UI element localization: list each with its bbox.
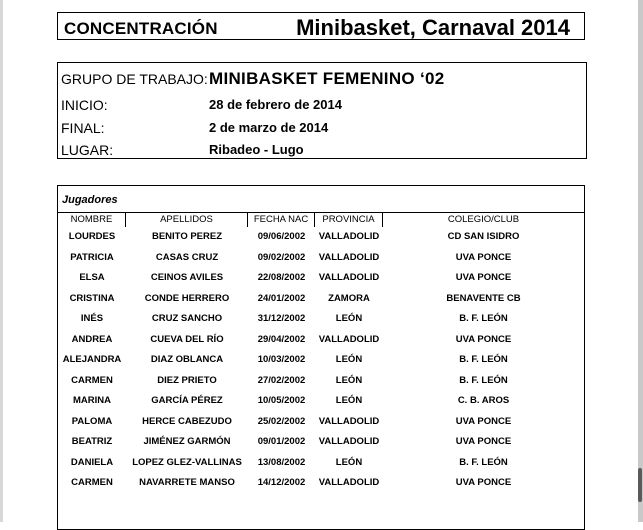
cell-provincia: VALLADOLID <box>318 415 380 427</box>
cell-nombre: PALOMA <box>71 415 113 427</box>
cell-fecha: 24/01/2002 <box>257 292 306 304</box>
info-row-final <box>61 120 581 142</box>
cell-nombre: CRISTINA <box>69 292 115 304</box>
cell-fecha: 27/02/2002 <box>257 374 306 386</box>
cell-provincia: VALLADOLID <box>318 436 380 447</box>
cell-nombre: MARINA <box>73 395 111 406</box>
cell-nombre: ELSA <box>79 272 105 283</box>
cell-colegio: CD SAN ISIDRO <box>447 231 520 242</box>
page-left-edge <box>0 0 3 522</box>
table-row <box>58 412 584 432</box>
table-header <box>58 213 584 227</box>
info-box <box>57 62 587 159</box>
cell-provincia: LEÓN <box>335 374 363 386</box>
table-row <box>58 473 584 493</box>
cell-nombre: ANDREA <box>71 333 113 345</box>
table-row <box>58 432 584 452</box>
cell-apellidos: CONDE HERRERO <box>144 292 230 304</box>
cell-apellidos: CEINOS AVILES <box>150 272 224 283</box>
final-label: FINAL: <box>61 120 105 136</box>
cell-fecha: 29/04/2002 <box>257 333 306 345</box>
cell-colegio: UVA PONCE <box>455 333 512 345</box>
cell-apellidos: NAVARRETE MANSO <box>139 477 235 488</box>
cell-apellidos: DIAZ OBLANCA <box>150 354 224 365</box>
cell-nombre: CARMEN <box>71 477 113 488</box>
cell-fecha: 10/05/2002 <box>257 395 306 406</box>
cell-nombre: ALEJANDRA <box>62 354 122 365</box>
header-box <box>57 12 585 40</box>
cell-nombre: PATRICIA <box>70 251 114 263</box>
info-row-inicio <box>61 97 581 119</box>
table-row <box>58 391 584 411</box>
cell-provincia: VALLADOLID <box>318 231 380 242</box>
cell-nombre: LOURDES <box>68 231 116 242</box>
info-row-lugar <box>61 142 581 164</box>
table-row <box>58 227 584 247</box>
players-title: Jugadores <box>62 194 118 206</box>
cell-colegio: B. F. LEÓN <box>459 313 508 324</box>
cell-colegio: UVA PONCE <box>455 251 512 263</box>
header-right-title: Minibasket, Carnaval 2014 <box>296 15 570 40</box>
cell-apellidos: GARCÍA PÉREZ <box>151 395 223 406</box>
cell-nombre: DANIELA <box>70 456 114 468</box>
grupo-value: MINIBASKET FEMENINO ‘02 <box>209 69 445 88</box>
cell-fecha: 09/01/2002 <box>257 436 306 447</box>
grupo-label: GRUPO DE TRABAJO: <box>61 71 208 87</box>
cell-provincia: VALLADOLID <box>318 251 380 263</box>
cell-colegio: B. F. LEÓN <box>459 374 508 386</box>
cell-provincia: VALLADOLID <box>318 477 380 488</box>
cell-colegio: B. F. LEÓN <box>459 456 508 468</box>
cell-fecha: 09/02/2002 <box>257 251 306 263</box>
table-row <box>58 268 584 288</box>
cell-provincia: VALLADOLID <box>318 333 380 345</box>
cell-apellidos: CRUZ SANCHO <box>151 313 223 324</box>
lugar-value: Ribadeo - Lugo <box>209 142 304 157</box>
header-left-title: CONCENTRACIÓN <box>64 19 218 38</box>
cell-colegio: C. B. AROS <box>457 395 510 406</box>
cell-provincia: LEÓN <box>335 395 363 406</box>
cell-nombre: BEATRIZ <box>71 436 113 447</box>
cell-apellidos: BENITO PEREZ <box>151 231 223 242</box>
table-row <box>58 371 584 391</box>
scrollbar-thumb[interactable] <box>638 468 642 502</box>
cell-colegio: UVA PONCE <box>455 415 512 427</box>
table-row <box>58 350 584 370</box>
col-header-apellidos: APELLIDOS <box>126 213 248 227</box>
inicio-value: 28 de febrero de 2014 <box>209 97 342 112</box>
table-row <box>58 248 584 268</box>
cell-fecha: 31/12/2002 <box>257 313 306 324</box>
table-row <box>58 289 584 309</box>
info-row-grupo <box>61 71 581 93</box>
cell-fecha: 14/12/2002 <box>257 477 306 488</box>
col-header-nombre: NOMBRE <box>58 213 126 227</box>
cell-apellidos: LOPEZ GLEZ-VALLINAS <box>132 456 242 468</box>
cell-fecha: 22/08/2002 <box>257 272 306 283</box>
cell-apellidos: CUEVA DEL RÍO <box>150 333 224 345</box>
cell-apellidos: JIMÉNEZ GARMÓN <box>143 436 231 447</box>
cell-apellidos: HERCE CABEZUDO <box>142 415 232 427</box>
table-row <box>58 330 584 350</box>
cell-provincia: ZAMORA <box>328 292 370 304</box>
table-row <box>58 309 584 329</box>
cell-apellidos: DIEZ PRIETO <box>157 374 217 386</box>
cell-colegio: BENAVENTE CB <box>446 292 521 304</box>
col-header-provincia: PROVINCIA <box>315 213 383 227</box>
cell-colegio: UVA PONCE <box>455 436 512 447</box>
col-header-fecha: FECHA NAC <box>248 213 315 227</box>
scrollbar-track[interactable] <box>638 0 643 522</box>
cell-colegio: UVA PONCE <box>455 477 512 488</box>
cell-fecha: 13/08/2002 <box>257 456 306 468</box>
cell-provincia: LEÓN <box>335 313 363 324</box>
cell-apellidos: CASAS CRUZ <box>155 251 219 263</box>
players-box <box>57 185 585 530</box>
col-header-colegio: COLEGIO/CLUB <box>447 214 520 225</box>
cell-colegio: UVA PONCE <box>455 272 512 283</box>
final-value: 2 de marzo de 2014 <box>209 120 329 135</box>
table-row <box>58 453 584 473</box>
cell-provincia: LEÓN <box>335 456 363 468</box>
cell-provincia: LEÓN <box>335 354 363 365</box>
cell-nombre: CARMEN <box>71 374 113 386</box>
cell-nombre: INÉS <box>80 313 104 324</box>
cell-provincia: VALLADOLID <box>318 272 380 283</box>
cell-fecha: 10/03/2002 <box>257 354 306 365</box>
cell-fecha: 09/06/2002 <box>257 231 306 242</box>
lugar-label: LUGAR: <box>61 142 114 158</box>
cell-fecha: 25/02/2002 <box>257 415 306 427</box>
inicio-label: INICIO: <box>61 97 108 113</box>
cell-colegio: B. F. LEÓN <box>459 354 508 365</box>
